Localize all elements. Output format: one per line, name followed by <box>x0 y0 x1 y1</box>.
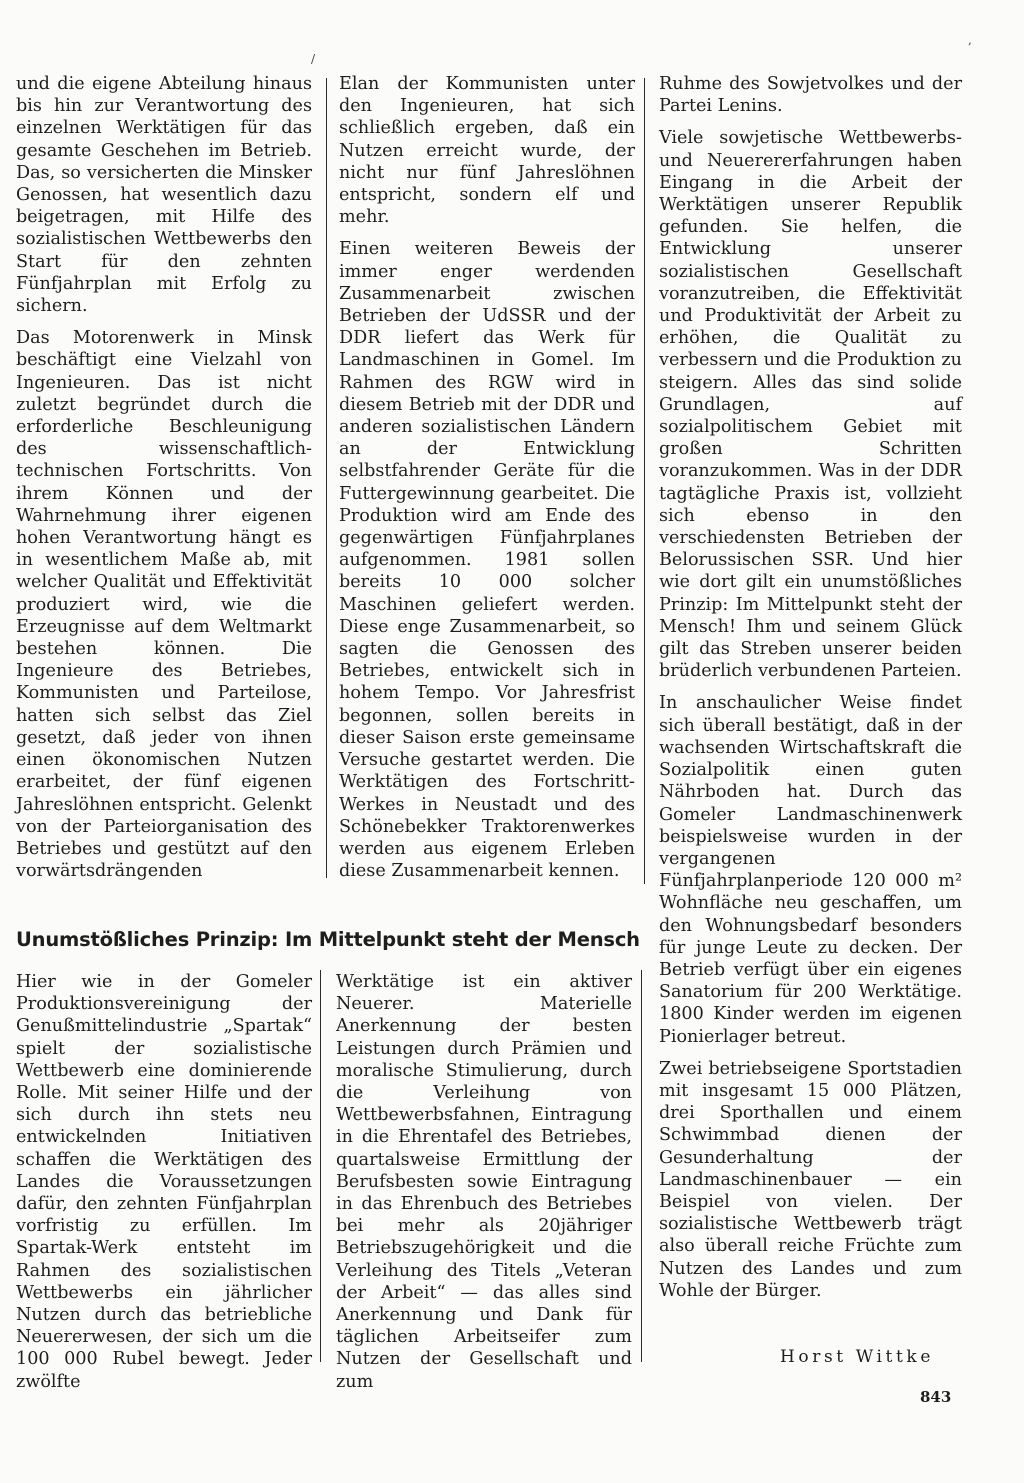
paragraph: Elan der Kommunisten unter den Ingenieuren, hat sich schließlich ergeben, daß ein Nutzen erreicht wurde, der nicht nur fünf Jahreslöhnen entspricht, sondern elf und mehr. <box>339 74 635 228</box>
column-1 <box>16 73 312 892</box>
column-rule <box>326 78 327 878</box>
paragraph: In anschaulicher Weise findet sich überall bestätigt, daß in der wachsenden Wirtschaftskraft die Sozialpolitik einen guten Nährboden hat. Durch das Gomeler Landmaschinenwerk beispielsweise wurden in der vergangenen Fünfjahrplanperiode 120 000 m² Wohnfläche neu geschaffen, um den Wohnungsbedarf besonders für junge Leute zu decken. Der Betrieb verfügt über ein eigenes Sanatorium für 200 Werktätige. 1800 Kinder werden im eigenen Pionierlager betreut. <box>659 693 962 1047</box>
stray-mark: / <box>311 52 316 66</box>
paragraph: Ruhme des Sowjetvolkes und der Partei Lenins. <box>659 74 962 117</box>
paragraph: und die eigene Abteilung hinaus bis hin zur Verantwortung des einzelnen Werktätigen für das gesamte Geschehen im Betrieb. Das, so versicherten die Minsker Genossen, hat wesentlich dazu beigetragen, mit Hilfe des sozialistischen Wettbewerbs den Start für den zehnten Fünfjahrplan mit Erfolg zu sichern. <box>16 74 312 317</box>
paragraph: Zwei betriebseigene Sportstadien mit insgesamt 15 000 Plätzen, drei Sporthallen und einem Schwimmbad dienen der Gesunderhaltung der Landmaschinenbauer — ein Beispiel von vielen. Der sozialistische Wettbewerb trägt also überall reiche Früchte zum Nutzen des Landes und zum Wohle der Bürger. <box>659 1058 962 1301</box>
column-rule <box>320 970 321 1362</box>
column-rule <box>644 78 645 884</box>
column-2 <box>339 73 635 892</box>
stray-mark: , <box>968 33 972 47</box>
column-3 <box>659 73 962 1312</box>
paragraph: Werktätige ist ein aktiver Neuerer. Materielle Anerkennung der besten Leistungen durch Prämien und moralische Stimulierung, durch die Verleihung von Wettbewerbsfahnen, Eintragung in die Ehrentafel des Betriebes, quartalsweise Ermittlung der Berufsbesten sowie Eintragung in das Ehrenbuch des Betriebes bei mehr als 20jähriger Betriebszugehörigkeit und die Verleihung des Titels „Veteran der Arbeit“ — das alles sind Anerkennung und Dank für täglichen Arbeitseifer zum Nutzen der Gesellschaft und zum <box>336 972 632 1392</box>
author-byline: Horst Wittke <box>780 1347 934 1367</box>
column-5 <box>336 971 632 1403</box>
paragraph: Das Motorenwerk in Minsk beschäftigt eine Vielzahl von Ingenieuren. Das ist nicht zuletzt begründet durch die erforderliche Beschleunigung des wissenschaftlich-technischen Fortschritts. Von ihrem Können und der Wahrnehmung ihrer eigenen hohen Verantwortung hängt es in wesentlichem Maße ab, mit welcher Qualität und Effektivität produziert wird, wie die Erzeugnisse auf dem Weltmarkt bestehen können. Die Ingenieure des Betriebes, Kommunisten und Parteilose, hatten sich selbst das Ziel gesetzt, daß jeder von ihnen einen ökonomischen Nutzen erarbeitet, der fünf eigenen Jahreslöhnen entspricht. Gelenkt von der Parteiorganisation des Betriebes und gestützt auf den vorwärtsdrängenden <box>16 328 312 882</box>
column-4 <box>16 971 312 1403</box>
paragraph: Einen weiteren Beweis der immer enger werdenden Zusammenarbeit zwischen Betrieben der UdSSR und der DDR liefert das Werk für Landmaschinen in Gomel. Im Rahmen des RGW wird in diesem Betrieb mit der DDR und anderen sozialistischen Ländern an der Entwicklung selbstfahrender Geräte für die Futtergewinnung gearbeitet. Die Produktion wird am Ende des gegenwärtigen Fünfjahrplanes aufgenommen. 1981 sollen bereits 10 000 solcher Maschinen geliefert werden. Diese enge Zusammenarbeit, so sagten die Genossen des Betriebes, entwickelt sich in hohem Tempo. Vor Jahresfrist begonnen, sollen bereits in dieser Saison erste gemeinsame Versuche gestartet werden. Die Werktätigen des Fortschritt-Werkes in Neustadt und des Schönebekker Traktorenwerkes werden aus eigenem Erleben diese Zusammenarbeit kennen. <box>339 239 635 882</box>
paragraph: Viele sowjetische Wettbewerbs- und Neuerererfahrungen haben Eingang in die Arbeit der Werktätigen unserer Republik gefunden. Sie helfen, die Entwicklung unserer sozialistischen Gesellschaft voranzutreiben, die Effektivität und Produktivität der Arbeit zu erhöhen, die Qualität zu verbessern und die Produktion zu steigern. Alles das sind solide Grundlagen, auf sozialpolitischem Gebiet mit großen Schritten voranzukommen. Was in der DDR tagtägliche Praxis ist, vollzieht sich ebenso in den verschiedensten Betrieben der Belorussischen SSR. Und hier wie dort gilt ein unumstößliches Prinzip: Im Mittelpunkt steht der Mensch! Ihm und seinem Glück gilt das Streben unserer beiden brüderlich verbundenen Parteien. <box>659 128 962 682</box>
paragraph: Hier wie in der Gomeler Produktionsvereinigung der Genußmittelindustrie „Spartak“ spielt der sozialistische Wettbewerb eine dominierende Rolle. Mit seiner Hilfe und der sich durch ihn stets neu entwickelnden Initiativen schaffen die Werktätigen des Landes die Voraussetzungen dafür, den zehnten Fünfjahrplan vorfristig zu erfüllen. Im Spartak-Werk entsteht im Rahmen des sozialistischen Wettbewerbs ein jährlicher Nutzen durch das betriebliche Neuererwesen, der sich um die 100 000 Rubel bewegt. Jeder zwölfte <box>16 972 312 1392</box>
column-rule <box>641 970 642 1362</box>
section-headline: Unumstößliches Prinzip: Im Mittelpunkt steht der Mensch <box>16 928 640 951</box>
page-number: 843 <box>920 1388 952 1406</box>
